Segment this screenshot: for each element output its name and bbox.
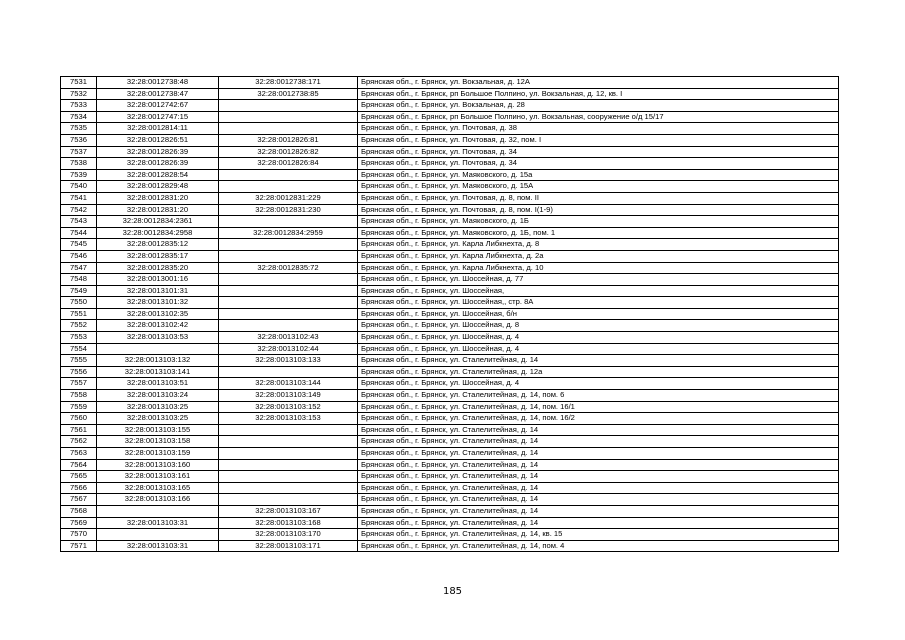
land-cadastral-number-cell: 32:28:0012835:12 [97, 239, 219, 251]
land-cadastral-number-cell: 32:28:0012829:48 [97, 181, 219, 193]
land-cadastral-number-cell: 32:28:0012747:15 [97, 111, 219, 123]
land-cadastral-number-cell [97, 529, 219, 541]
object-cadastral-number-cell [219, 297, 358, 309]
land-cadastral-number-cell: 32:28:0012742:67 [97, 100, 219, 112]
table-row [61, 77, 839, 89]
address-cell: Брянская обл., г. Брянск, ул. Сталелитейная, д. 14, пом. 6 [358, 390, 839, 402]
table-row [61, 540, 839, 552]
table-row [61, 239, 839, 251]
object-cadastral-number-cell: 32:28:0012834:2959 [219, 227, 358, 239]
row-number-cell: 7541 [61, 192, 97, 204]
table-row [61, 448, 839, 460]
table-row [61, 146, 839, 158]
table-row [61, 250, 839, 262]
row-number-cell: 7564 [61, 459, 97, 471]
table-row [61, 204, 839, 216]
land-cadastral-number-cell: 32:28:0013102:42 [97, 320, 219, 332]
object-cadastral-number-cell [219, 111, 358, 123]
table-row [61, 482, 839, 494]
object-cadastral-number-cell [219, 424, 358, 436]
page-number: 185 [442, 586, 463, 597]
land-cadastral-number-cell: 32:28:0013103:166 [97, 494, 219, 506]
land-cadastral-number-cell: 32:28:0013103:31 [97, 517, 219, 529]
object-cadastral-number-cell: 32:28:0012738:171 [219, 77, 358, 89]
object-cadastral-number-cell [219, 100, 358, 112]
land-cadastral-number-cell: 32:28:0013103:53 [97, 332, 219, 344]
address-cell: Брянская обл., г. Брянск, ул. Сталелитейная, д. 12а [358, 366, 839, 378]
object-cadastral-number-cell [219, 436, 358, 448]
object-cadastral-number-cell [219, 320, 358, 332]
row-number-cell: 7565 [61, 471, 97, 483]
object-cadastral-number-cell: 32:28:0012826:84 [219, 158, 358, 170]
address-cell: Брянская обл., г. Брянск, ул. Шоссейная, д. 4 [358, 343, 839, 355]
address-cell: Брянская обл., г. Брянск, ул. Почтовая, д. 8, пом. II [358, 192, 839, 204]
row-number-cell: 7546 [61, 250, 97, 262]
row-number-cell: 7534 [61, 111, 97, 123]
object-cadastral-number-cell: 32:28:0012826:81 [219, 134, 358, 146]
table-row [61, 308, 839, 320]
table-row [61, 517, 839, 529]
table-row [61, 111, 839, 123]
address-cell: Брянская обл., г. Брянск, ул. Сталелитейная, д. 14 [358, 517, 839, 529]
address-cell: Брянская обл., г. Брянск, ул. Почтовая, д. 8, пом. I(1-9) [358, 204, 839, 216]
address-cell: Брянская обл., г. Брянск, ул. Сталелитейная, д. 14, кв. 15 [358, 529, 839, 541]
object-cadastral-number-cell: 32:28:0013103:153 [219, 413, 358, 425]
table-row [61, 123, 839, 135]
table-row [61, 262, 839, 274]
row-number-cell: 7553 [61, 332, 97, 344]
table-row [61, 181, 839, 193]
row-number-cell: 7531 [61, 77, 97, 89]
table-row [61, 88, 839, 100]
address-cell: Брянская обл., г. Брянск, ул. Почтовая, д. 32, пом. I [358, 134, 839, 146]
land-cadastral-number-cell: 32:28:0012738:48 [97, 77, 219, 89]
cadastral-table-body [61, 77, 839, 552]
address-cell: Брянская обл., г. Брянск, ул. Почтовая, д. 34 [358, 146, 839, 158]
table-row [61, 436, 839, 448]
land-cadastral-number-cell: 32:28:0013103:25 [97, 401, 219, 413]
row-number-cell: 7558 [61, 390, 97, 402]
land-cadastral-number-cell: 32:28:0013103:159 [97, 448, 219, 460]
land-cadastral-number-cell: 32:28:0013103:25 [97, 413, 219, 425]
object-cadastral-number-cell [219, 274, 358, 286]
row-number-cell: 7561 [61, 424, 97, 436]
object-cadastral-number-cell [219, 239, 358, 251]
land-cadastral-number-cell: 32:28:0012738:47 [97, 88, 219, 100]
address-cell: Брянская обл., г. Брянск, ул. Маяковского, д. 1Б [358, 216, 839, 228]
row-number-cell: 7550 [61, 297, 97, 309]
row-number-cell: 7535 [61, 123, 97, 135]
table-row [61, 413, 839, 425]
address-cell: Брянская обл., г. Брянск, ул. Сталелитейная, д. 14 [358, 494, 839, 506]
land-cadastral-number-cell: 32:28:0012835:20 [97, 262, 219, 274]
address-cell: Брянская обл., г. Брянск, ул. Шоссейная, д. 8 [358, 320, 839, 332]
table-row [61, 216, 839, 228]
object-cadastral-number-cell [219, 123, 358, 135]
row-number-cell: 7540 [61, 181, 97, 193]
land-cadastral-number-cell: 32:28:0013102:35 [97, 308, 219, 320]
object-cadastral-number-cell: 32:28:0013103:168 [219, 517, 358, 529]
row-number-cell: 7569 [61, 517, 97, 529]
row-number-cell: 7538 [61, 158, 97, 170]
table-row [61, 355, 839, 367]
table-row [61, 285, 839, 297]
row-number-cell: 7567 [61, 494, 97, 506]
table-row [61, 390, 839, 402]
table-row [61, 274, 839, 286]
address-cell: Брянская обл., г. Брянск, ул. Сталелитейная, д. 14, пом. 16/2 [358, 413, 839, 425]
table-row [61, 401, 839, 413]
land-cadastral-number-cell: 32:28:0013103:155 [97, 424, 219, 436]
object-cadastral-number-cell [219, 250, 358, 262]
land-cadastral-number-cell [97, 505, 219, 517]
table-row [61, 459, 839, 471]
row-number-cell: 7568 [61, 505, 97, 517]
row-number-cell: 7557 [61, 378, 97, 390]
object-cadastral-number-cell [219, 459, 358, 471]
land-cadastral-number-cell: 32:28:0013103:161 [97, 471, 219, 483]
table-row [61, 320, 839, 332]
table-row [61, 505, 839, 517]
object-cadastral-number-cell: 32:28:0013103:133 [219, 355, 358, 367]
table-row [61, 366, 839, 378]
row-number-cell: 7532 [61, 88, 97, 100]
address-cell: Брянская обл., г. Брянск, ул. Шоссейная, д. 77 [358, 274, 839, 286]
land-cadastral-number-cell: 32:28:0012826:51 [97, 134, 219, 146]
row-number-cell: 7542 [61, 204, 97, 216]
land-cadastral-number-cell: 32:28:0013103:51 [97, 378, 219, 390]
row-number-cell: 7570 [61, 529, 97, 541]
address-cell: Брянская обл., г. Брянск, ул. Шоссейная, б/н [358, 308, 839, 320]
object-cadastral-number-cell [219, 181, 358, 193]
row-number-cell: 7556 [61, 366, 97, 378]
table-row [61, 169, 839, 181]
land-cadastral-number-cell: 32:28:0013103:31 [97, 540, 219, 552]
row-number-cell: 7533 [61, 100, 97, 112]
object-cadastral-number-cell [219, 308, 358, 320]
object-cadastral-number-cell: 32:28:0013103:171 [219, 540, 358, 552]
address-cell: Брянская обл., г. Брянск, ул. Сталелитейная, д. 14, пом. 16/1 [358, 401, 839, 413]
table-row [61, 529, 839, 541]
land-cadastral-number-cell: 32:28:0013101:32 [97, 297, 219, 309]
address-cell: Брянская обл., г. Брянск, ул. Сталелитейная, д. 14 [358, 471, 839, 483]
row-number-cell: 7562 [61, 436, 97, 448]
table-row [61, 227, 839, 239]
object-cadastral-number-cell: 32:28:0013103:152 [219, 401, 358, 413]
object-cadastral-number-cell [219, 482, 358, 494]
object-cadastral-number-cell: 32:28:0012826:82 [219, 146, 358, 158]
land-cadastral-number-cell: 32:28:0013103:160 [97, 459, 219, 471]
address-cell: Брянская обл., г. Брянск, ул. Сталелитейная, д. 14 [358, 505, 839, 517]
row-number-cell: 7537 [61, 146, 97, 158]
object-cadastral-number-cell: 32:28:0013103:167 [219, 505, 358, 517]
row-number-cell: 7547 [61, 262, 97, 274]
row-number-cell: 7543 [61, 216, 97, 228]
object-cadastral-number-cell [219, 285, 358, 297]
address-cell: Брянская обл., г. Брянск, ул. Сталелитейная, д. 14 [358, 424, 839, 436]
address-cell: Брянская обл., г. Брянск, ул. Шоссейная, д. 4 [358, 332, 839, 344]
table-row [61, 158, 839, 170]
table-row [61, 343, 839, 355]
land-cadastral-number-cell: 32:28:0012814:11 [97, 123, 219, 135]
row-number-cell: 7552 [61, 320, 97, 332]
row-number-cell: 7544 [61, 227, 97, 239]
row-number-cell: 7555 [61, 355, 97, 367]
address-cell: Брянская обл., г. Брянск, ул. Почтовая, д. 38 [358, 123, 839, 135]
address-cell: Брянская обл., г. Брянск, ул. Шоссейная,, стр. 8А [358, 297, 839, 309]
object-cadastral-number-cell [219, 216, 358, 228]
land-cadastral-number-cell: 32:28:0013103:165 [97, 482, 219, 494]
address-cell: Брянская обл., г. Брянск, рп Большое Полпино, ул. Вокзальная, д. 12, кв. I [358, 88, 839, 100]
table-row [61, 297, 839, 309]
land-cadastral-number-cell: 32:28:0012826:39 [97, 158, 219, 170]
address-cell: Брянская обл., г. Брянск, ул. Маяковского, д. 1Б, пом. 1 [358, 227, 839, 239]
row-number-cell: 7566 [61, 482, 97, 494]
address-cell: Брянская обл., г. Брянск, ул. Сталелитейная, д. 14 [358, 436, 839, 448]
table-row [61, 424, 839, 436]
address-cell: Брянская обл., г. Брянск, ул. Вокзальная, д. 12А [358, 77, 839, 89]
address-cell: Брянская обл., г. Брянск, ул. Сталелитейная, д. 14 [358, 448, 839, 460]
address-cell: Брянская обл., г. Брянск, ул. Маяковского, д. 15А [358, 181, 839, 193]
land-cadastral-number-cell: 32:28:0013103:141 [97, 366, 219, 378]
land-cadastral-number-cell: 32:28:0013103:132 [97, 355, 219, 367]
object-cadastral-number-cell [219, 471, 358, 483]
land-cadastral-number-cell: 32:28:0013001:16 [97, 274, 219, 286]
address-cell: Брянская обл., г. Брянск, ул. Шоссейная, [358, 285, 839, 297]
object-cadastral-number-cell [219, 169, 358, 181]
object-cadastral-number-cell: 32:28:0013103:170 [219, 529, 358, 541]
land-cadastral-number-cell: 32:28:0012834:2361 [97, 216, 219, 228]
object-cadastral-number-cell [219, 366, 358, 378]
land-cadastral-number-cell: 32:28:0012826:39 [97, 146, 219, 158]
address-cell: Брянская обл., г. Брянск, ул. Карла Либкнехта, д. 8 [358, 239, 839, 251]
row-number-cell: 7563 [61, 448, 97, 460]
object-cadastral-number-cell: 32:28:0012738:85 [219, 88, 358, 100]
address-cell: Брянская обл., г. Брянск, рп Большое Полпино, ул. Вокзальная, сооружение о/д 15/17 [358, 111, 839, 123]
address-cell: Брянская обл., г. Брянск, ул. Сталелитейная, д. 14, пом. 4 [358, 540, 839, 552]
land-cadastral-number-cell: 32:28:0013103:158 [97, 436, 219, 448]
table-row [61, 494, 839, 506]
object-cadastral-number-cell: 32:28:0012831:229 [219, 192, 358, 204]
object-cadastral-number-cell [219, 494, 358, 506]
land-cadastral-number-cell [97, 343, 219, 355]
address-cell: Брянская обл., г. Брянск, ул. Карла Либкнехта, д. 2а [358, 250, 839, 262]
address-cell: Брянская обл., г. Брянск, ул. Вокзальная, д. 28 [358, 100, 839, 112]
address-cell: Брянская обл., г. Брянск, ул. Сталелитейная, д. 14 [358, 459, 839, 471]
row-number-cell: 7560 [61, 413, 97, 425]
object-cadastral-number-cell: 32:28:0012835:72 [219, 262, 358, 274]
row-number-cell: 7536 [61, 134, 97, 146]
land-cadastral-number-cell: 32:28:0012831:20 [97, 192, 219, 204]
object-cadastral-number-cell: 32:28:0013103:149 [219, 390, 358, 402]
row-number-cell: 7551 [61, 308, 97, 320]
row-number-cell: 7548 [61, 274, 97, 286]
address-cell: Брянская обл., г. Брянск, ул. Шоссейная, д. 4 [358, 378, 839, 390]
land-cadastral-number-cell: 32:28:0013103:24 [97, 390, 219, 402]
row-number-cell: 7539 [61, 169, 97, 181]
row-number-cell: 7549 [61, 285, 97, 297]
row-number-cell: 7571 [61, 540, 97, 552]
land-cadastral-number-cell: 32:28:0012831:20 [97, 204, 219, 216]
object-cadastral-number-cell: 32:28:0013103:144 [219, 378, 358, 390]
address-cell: Брянская обл., г. Брянск, ул. Сталелитейная, д. 14 [358, 482, 839, 494]
table-row [61, 378, 839, 390]
land-cadastral-number-cell: 32:28:0013101:31 [97, 285, 219, 297]
table-row [61, 471, 839, 483]
table-row [61, 134, 839, 146]
land-cadastral-number-cell: 32:28:0012835:17 [97, 250, 219, 262]
row-number-cell: 7559 [61, 401, 97, 413]
address-cell: Брянская обл., г. Брянск, ул. Маяковского, д. 15а [358, 169, 839, 181]
land-cadastral-number-cell: 32:28:0012834:2958 [97, 227, 219, 239]
land-cadastral-number-cell: 32:28:0012828:54 [97, 169, 219, 181]
table-row [61, 192, 839, 204]
table-row [61, 332, 839, 344]
object-cadastral-number-cell: 32:28:0013102:43 [219, 332, 358, 344]
address-cell: Брянская обл., г. Брянск, ул. Карла Либкнехта, д. 10 [358, 262, 839, 274]
address-cell: Брянская обл., г. Брянск, ул. Почтовая, д. 34 [358, 158, 839, 170]
row-number-cell: 7545 [61, 239, 97, 251]
table-row [61, 100, 839, 112]
object-cadastral-number-cell: 32:28:0012831:230 [219, 204, 358, 216]
cadastral-table [60, 76, 839, 552]
address-cell: Брянская обл., г. Брянск, ул. Сталелитейная, д. 14 [358, 355, 839, 367]
object-cadastral-number-cell: 32:28:0013102:44 [219, 343, 358, 355]
object-cadastral-number-cell [219, 448, 358, 460]
row-number-cell: 7554 [61, 343, 97, 355]
